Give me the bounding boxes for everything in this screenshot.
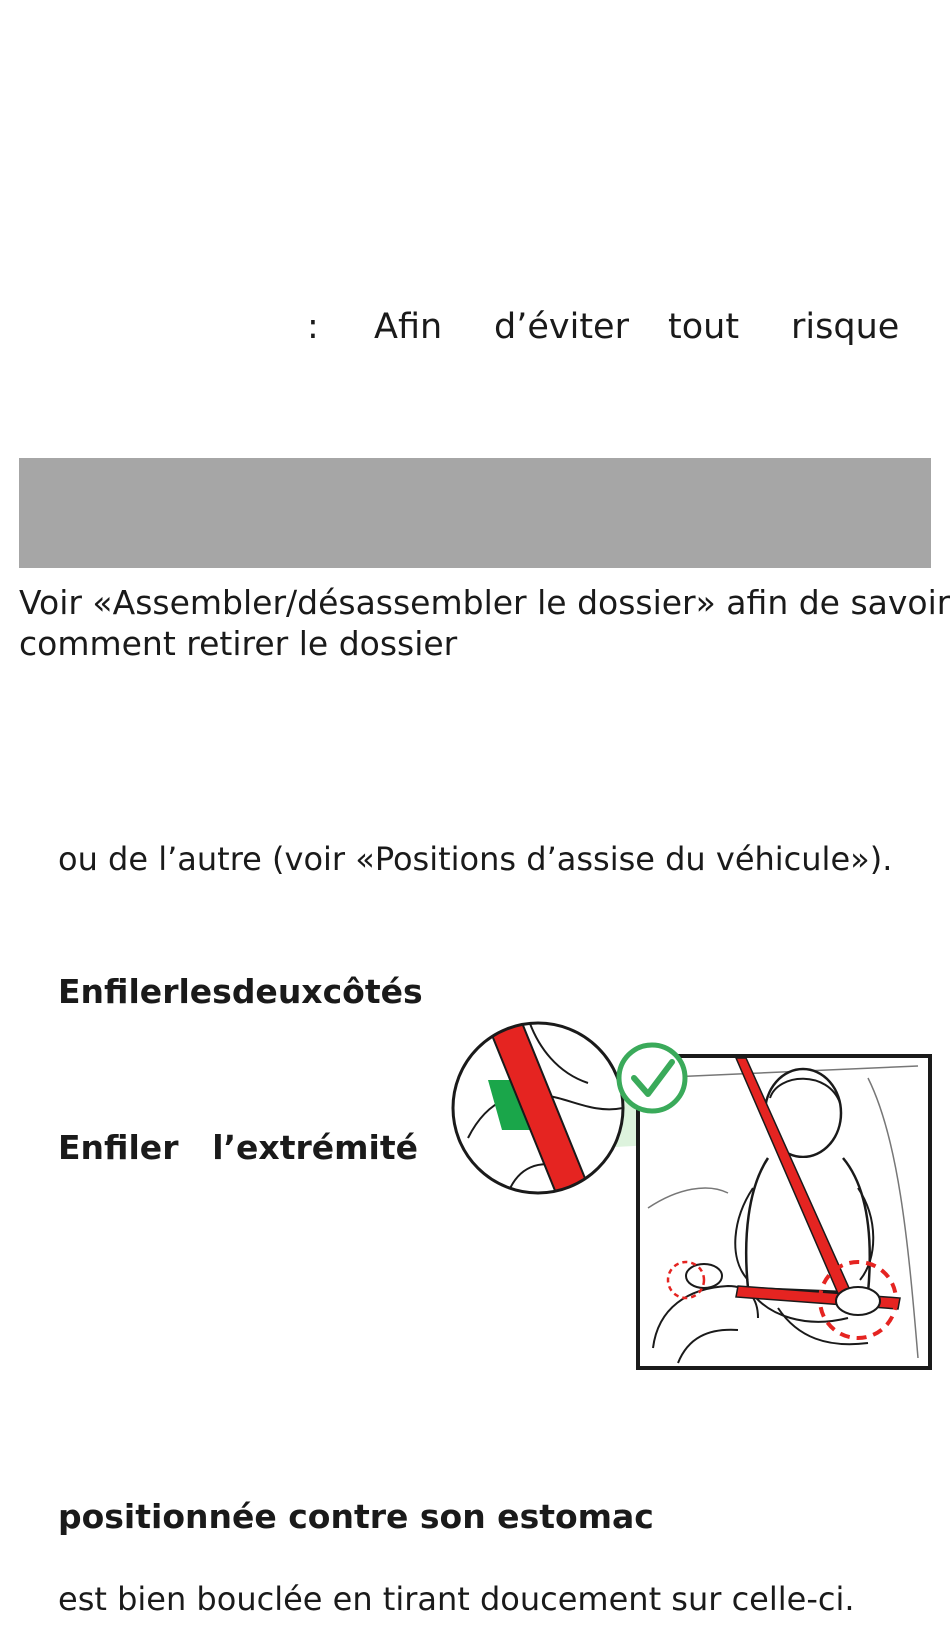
step1-word-1: Enfiler — [58, 972, 179, 1011]
child-seat-scene — [638, 1056, 930, 1368]
magnifier-circle — [453, 1018, 623, 1198]
belt-check-text: est bien bouclée en tirant doucement sur celle-ci. — [58, 1580, 855, 1618]
intro-word-1: Afin — [374, 307, 443, 347]
note-paragraph — [19, 582, 950, 664]
belt-routing-illustration — [448, 1018, 933, 1373]
seat-position-text: ou de l’autre (voir «Positions d’assise du véhicule»). — [58, 840, 893, 878]
note-line-1: Voir «Assembler/désassembler le dossier» afin de savoir — [19, 583, 950, 622]
step2-word-2: l’extrémité — [212, 1128, 418, 1167]
step1-word-3: deux — [231, 972, 323, 1011]
intro-colon: : — [307, 307, 319, 347]
belt-position-text: positionnée contre son estomac — [58, 1497, 654, 1536]
step2-word-1: Enfiler — [58, 1128, 179, 1167]
step-thread-both-sides — [58, 972, 423, 1011]
step-thread-end — [58, 1128, 418, 1167]
check-circle-icon — [619, 1045, 685, 1111]
intro-word-4: risque — [791, 307, 900, 347]
intro-word-2: d’éviter — [494, 307, 629, 347]
intro-word-3: tout — [668, 307, 740, 347]
section-header-band — [19, 458, 931, 568]
step1-word-4: côtés — [322, 972, 423, 1011]
note-line-2: comment retirer le dossier — [19, 624, 458, 663]
step1-word-2: les — [178, 972, 232, 1011]
